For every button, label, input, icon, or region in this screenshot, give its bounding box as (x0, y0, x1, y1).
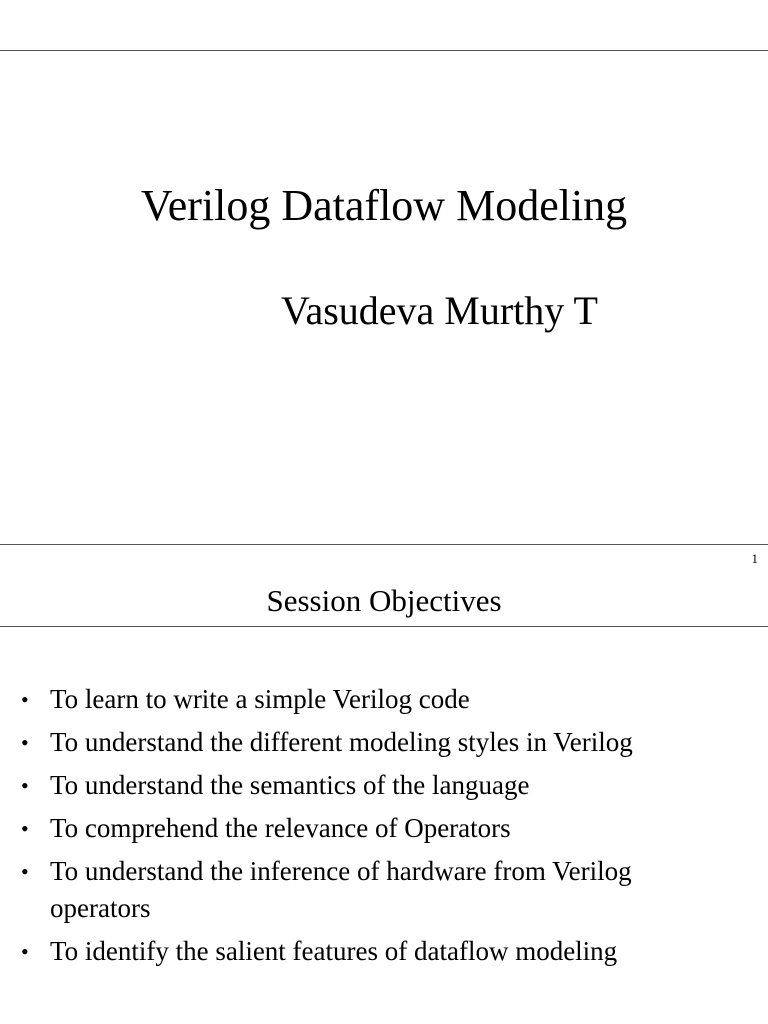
objective-text: To understand the inference of hardware from Verilog operators (50, 856, 632, 923)
objective-item (0, 810, 768, 847)
objective-item (0, 724, 768, 761)
slide-title: Verilog Dataflow Modeling (140, 181, 628, 230)
bullet-icon: • (21, 816, 29, 841)
objective-item (0, 933, 768, 970)
bullet-icon: • (21, 773, 29, 798)
page-number: 1 (751, 551, 758, 566)
bullet-icon: • (21, 687, 29, 712)
objective-text: To understand the semantics of the language (50, 770, 530, 800)
objective-item (0, 853, 768, 927)
bullet-icon: • (21, 939, 29, 964)
objective-text: To understand the different modeling styles in Verilog (50, 727, 633, 757)
slide-separator (0, 544, 768, 545)
bullet-icon: • (21, 730, 29, 755)
section-title: Session Objectives (266, 583, 502, 618)
objective-item (0, 681, 768, 718)
author-name: Vasudeva Murthy T (281, 288, 598, 333)
bullet-icon: • (21, 859, 29, 884)
slide-top-divider (0, 50, 768, 51)
objective-text: To identify the salient features of dataflow modeling (50, 936, 618, 966)
objective-text: To learn to write a simple Verilog code (50, 684, 470, 714)
objectives-list (0, 681, 768, 976)
section-title-divider (0, 626, 768, 627)
objective-item (0, 767, 768, 804)
objective-text: To comprehend the relevance of Operators (50, 813, 511, 843)
